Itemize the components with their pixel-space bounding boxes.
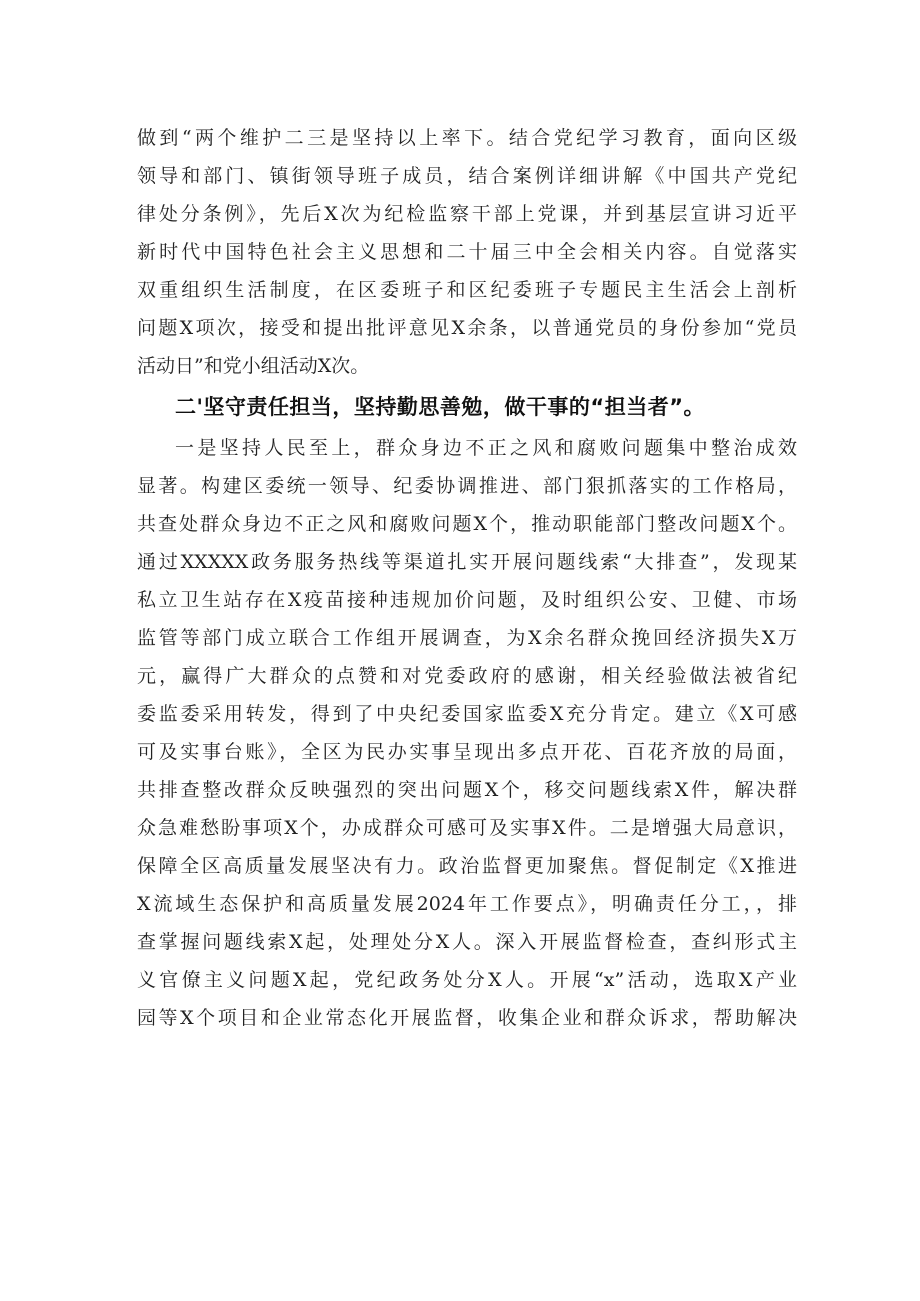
paragraph-line: 查掌握问题线索X起，处理处分X人。深入开展监督检查，查纠形式主 [137, 931, 797, 953]
paragraph-line: 领导和部门、镇街领导班子成员，结合案例详细讲解《中国共产党纪 [137, 165, 797, 187]
paragraph-line: 共查处群众身边不正之风和腐败问题X个，推动职能部门整改问题X个。 [137, 513, 797, 535]
paragraph-line: 元，赢得广大群众的点赞和对党委政府的感谢，相关经验做法被省纪 [137, 665, 797, 687]
paragraph-line: 通过XXXXX政务服务热线等渠道扎实开展问题线索“大排查”，发现某 [137, 551, 797, 573]
paragraph-line: 众急难愁盼事项X个，办成群众可感可及实事X件。二是增强大局意识， [137, 817, 797, 839]
paragraph-line: 监管等部门成立联合工作组开展调查，为X余名群众挽回经济损失X万 [137, 627, 797, 649]
paragraph-line: 私立卫生站存在X疫苗接种违规加价问题，及时组织公安、卫健、市场 [137, 589, 797, 611]
paragraph-line: 新时代中国特色社会主义思想和二十届三中全会相关内容。自觉落实 [137, 241, 797, 263]
paragraph-line: 问题X项次，接受和提出批评意见X余条，以普通党员的身份参加“党员 [137, 317, 797, 339]
paragraph-line: 共排查整改群众反映强烈的突出问题X个，移交问题线索X件，解决群 [137, 779, 797, 801]
paragraph-line: 园等X个项目和企业常态化开展监督，收集企业和群众诉求，帮助解决 [137, 1007, 797, 1029]
paragraph-line: X流域生态保护和高质量发展2024年工作要点》，明确责任分工，，排 [137, 893, 797, 915]
paragraph-line: 显著。构建区委统一领导、纪委协调推进、部门狠抓落实的工作格局， [137, 475, 797, 497]
paragraph-line: 活动日”和党小组活动X次。 [137, 355, 370, 377]
paragraph-line: 一是坚持人民至上，群众身边不正之风和腐败问题集中整治成效 [175, 437, 797, 459]
paragraph-line: 可及实事台账》，全区为民办实事呈现出多点开花、百花齐放的局面， [137, 741, 797, 763]
paragraph-line: 双重组织生活制度，在区委班子和区纪委班子专题民主生活会上剖析 [137, 279, 797, 301]
section-heading: 二'坚守责任担当，坚持勤思善勉，做干事的“担当者”。 [175, 395, 706, 419]
paragraph-line: 做到“两个维护二三是坚持以上率下。结合党纪学习教育，面向区级 [137, 127, 797, 149]
paragraph-line: 律处分条例》，先后X次为纪检监察干部上党课，并到基层宣讲习近平 [137, 203, 797, 225]
paragraph-line: 保障全区高质量发展坚决有力。政治监督更加聚焦。督促制定《X推进 [137, 855, 797, 877]
paragraph-line: 委监委采用转发，得到了中央纪委国家监委X充分肯定。建立《X可感 [137, 703, 797, 725]
paragraph-line: 义官僚主义问题X起，党纪政务处分X人。开展“x”活动，选取X产业 [137, 969, 797, 991]
